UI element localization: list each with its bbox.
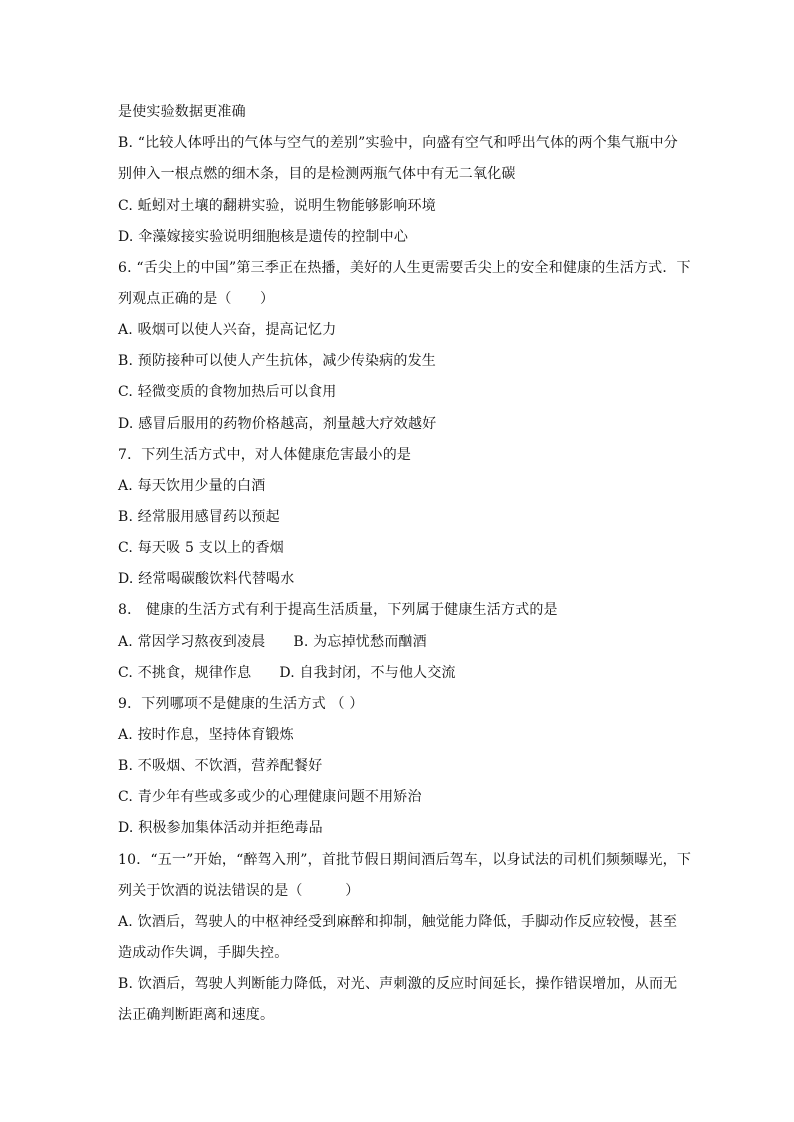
question-9-stem: 9．下列哪项不是健康的生活方式 （ ） <box>118 696 364 712</box>
q8-options-row-1 <box>118 632 678 652</box>
q8-option-b: B. 为忘掉忧愁而酗酒 <box>293 634 427 650</box>
q10-option-a: A. 饮酒后，驾驶人的中枢神经受到麻醉和抑制，触觉能力降低，手脚动作反应较慢，甚至 <box>118 914 678 930</box>
q9-option-b: B. 不吸烟、不饮酒，营养配餐好 <box>118 758 323 774</box>
q6-option-b: B. 预防接种可以使人产生抗体，减少传染病的发生 <box>118 353 436 369</box>
question-10-stem: 10．“五一”开始，“醉驾入刑”，首批节假日期间酒后驾车，以身试法的司机们频频曝光，下 <box>118 852 692 868</box>
question-6-stem: 6. “舌尖上的中国”第三季正在热播，美好的人生更需要舌尖上的安全和健康的生活方式．下 <box>118 260 691 276</box>
q9-option-c: C. 青少年有些或多或少的心理健康问题不用矫治 <box>118 789 422 805</box>
question-6-stem-cont: 列观点正确的是（ ） <box>118 291 275 307</box>
question-10-stem-cont: 列关于饮酒的说法错误的是（ ） <box>118 883 360 899</box>
text-line: 是使实验数据更准确 <box>118 104 246 120</box>
q6-option-c: C. 轻微变质的食物加热后可以食用 <box>118 384 337 400</box>
q10-option-b-cont: 法正确判断距离和速度。 <box>118 1007 275 1023</box>
question-7-stem: 7．下列生活方式中，对人体健康危害最小的是 <box>118 447 412 463</box>
q8-options-row-2 <box>118 663 678 683</box>
q9-option-a: A. 按时作息，坚持体育锻炼 <box>118 727 294 743</box>
q8-option-c: C. 不挑食，规律作息 <box>118 665 252 681</box>
q9-option-d: D. 积极参加集体活动并拒绝毒品 <box>118 820 323 836</box>
q6-option-d: D. 感冒后服用的药物价格越高，剂量越大疗效越好 <box>118 416 437 432</box>
text-line: B. “比较人体呼出的气体与空气的差别”实验中，向盛有空气和呼出气体的两个集气瓶中分 <box>118 135 678 151</box>
question-8-stem: 8． 健康的生活方式有利于提高生活质量，下列属于健康生活方式的是 <box>118 602 558 618</box>
q6-option-a: A. 吸烟可以使人兴奋，提高记忆力 <box>118 322 337 338</box>
q7-option-c: C. 每天吸 5 支以上的香烟 <box>118 540 284 556</box>
q10-option-b: B. 饮酒后，驾驶人判断能力降低，对光、声刺激的反应时间延长，操作错误增加，从而无 <box>118 976 678 992</box>
text-line: C. 蚯蚓对土壤的翻耕实验，说明生物能够影响环境 <box>118 198 436 214</box>
text-line: D. 伞藻嫁接实验说明细胞核是遗传的控制中心 <box>118 229 409 245</box>
q8-option-a: A. 常因学习熬夜到凌晨 <box>118 634 266 650</box>
q7-option-a: A. 每天饮用少量的白酒 <box>118 478 266 494</box>
q7-option-d: D. 经常喝碳酸饮料代替喝水 <box>118 571 295 587</box>
q8-option-d: D. 自我封闭，不与他人交流 <box>279 665 456 681</box>
q7-option-b: B. 经常服用感冒药以预起 <box>118 509 280 525</box>
q10-option-a-cont: 造成动作失调，手脚失控。 <box>118 945 289 961</box>
text-line: 别伸入一根点燃的细木条，目的是检测两瓶气体中有无二氧化碳 <box>118 166 516 182</box>
